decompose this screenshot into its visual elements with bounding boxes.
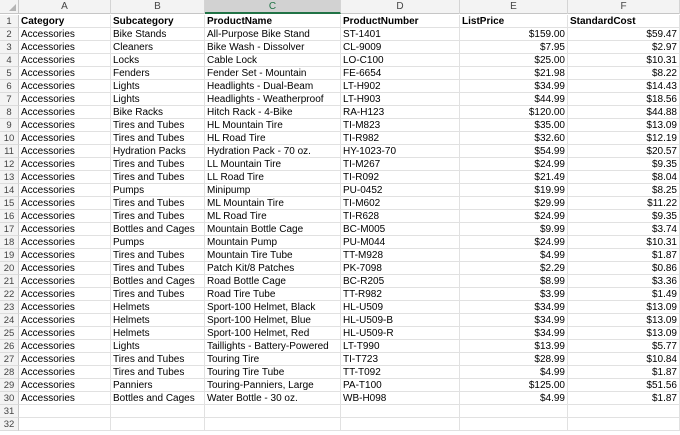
data-cell[interactable]: $125.00: [460, 379, 568, 392]
data-cell[interactable]: Lights: [111, 340, 205, 353]
column-header-c[interactable]: C: [205, 0, 341, 14]
column-header-a[interactable]: A: [19, 0, 111, 14]
data-cell[interactable]: $10.31: [568, 236, 680, 249]
row-header[interactable]: 26: [0, 340, 19, 353]
row-header[interactable]: 3: [0, 41, 19, 54]
column-title-cell[interactable]: ListPrice: [460, 15, 568, 28]
table-row: [19, 275, 680, 288]
row-header[interactable]: 6: [0, 80, 19, 93]
data-cell[interactable]: $13.09: [568, 314, 680, 327]
data-cell[interactable]: Fenders: [111, 67, 205, 80]
data-cell[interactable]: $8.22: [568, 67, 680, 80]
data-cell[interactable]: Accessories: [19, 327, 111, 340]
data-cell[interactable]: $7.95: [460, 41, 568, 54]
data-cell[interactable]: HL-U509: [341, 301, 460, 314]
data-cell[interactable]: Taillights - Battery-Powered: [205, 340, 341, 353]
row-header[interactable]: 7: [0, 93, 19, 106]
data-cell[interactable]: Lights: [111, 93, 205, 106]
data-cell[interactable]: Road Bottle Cage: [205, 275, 341, 288]
table-row: [19, 54, 680, 67]
data-cell[interactable]: [460, 418, 568, 431]
data-cell[interactable]: Tires and Tubes: [111, 353, 205, 366]
table-row: [19, 392, 680, 405]
data-cell[interactable]: LT-H903: [341, 93, 460, 106]
data-cell[interactable]: TT-R982: [341, 288, 460, 301]
row-header[interactable]: 13: [0, 171, 19, 184]
data-cell[interactable]: TI-T723: [341, 353, 460, 366]
data-cell[interactable]: Accessories: [19, 262, 111, 275]
data-cell[interactable]: Fender Set - Mountain: [205, 67, 341, 80]
table-row: [19, 353, 680, 366]
table-row: [19, 366, 680, 379]
data-cell[interactable]: $11.22: [568, 197, 680, 210]
data-cell[interactable]: Water Bottle - 30 oz.: [205, 392, 341, 405]
data-cell[interactable]: RA-H123: [341, 106, 460, 119]
table-row: [19, 405, 680, 418]
data-cell[interactable]: Accessories: [19, 275, 111, 288]
row-header[interactable]: 21: [0, 275, 19, 288]
row-header[interactable]: 30: [0, 392, 19, 405]
data-cell[interactable]: ML Road Tire: [205, 210, 341, 223]
row-header[interactable]: 12: [0, 158, 19, 171]
data-cell[interactable]: $1.49: [568, 288, 680, 301]
data-cell[interactable]: $1.87: [568, 392, 680, 405]
data-cell[interactable]: $44.99: [460, 93, 568, 106]
data-cell[interactable]: FE-6654: [341, 67, 460, 80]
row-header[interactable]: 16: [0, 210, 19, 223]
data-cell[interactable]: Hydration Packs: [111, 145, 205, 158]
data-cell[interactable]: Touring Tire: [205, 353, 341, 366]
data-cell[interactable]: Panniers: [111, 379, 205, 392]
data-cell[interactable]: HL Mountain Tire: [205, 119, 341, 132]
data-cell[interactable]: Patch Kit/8 Patches: [205, 262, 341, 275]
data-cell[interactable]: $8.99: [460, 275, 568, 288]
data-cell[interactable]: HL-U509-B: [341, 314, 460, 327]
data-cell[interactable]: $1.87: [568, 249, 680, 262]
select-all-triangle-icon: [9, 4, 16, 11]
table-row: [19, 80, 680, 93]
data-cell[interactable]: $4.99: [460, 392, 568, 405]
data-cell[interactable]: Tires and Tubes: [111, 262, 205, 275]
data-cell[interactable]: $13.99: [460, 340, 568, 353]
table-row: [19, 145, 680, 158]
row-header[interactable]: 4: [0, 54, 19, 67]
column-title-cell[interactable]: ProductNumber: [341, 15, 460, 28]
data-cell[interactable]: $24.99: [460, 236, 568, 249]
data-cell[interactable]: $12.19: [568, 132, 680, 145]
row-header[interactable]: 8: [0, 106, 19, 119]
data-cell[interactable]: TI-M602: [341, 197, 460, 210]
data-cell[interactable]: Tires and Tubes: [111, 210, 205, 223]
data-cell[interactable]: LL Mountain Tire: [205, 158, 341, 171]
data-cell[interactable]: $120.00: [460, 106, 568, 119]
data-cell[interactable]: $21.49: [460, 171, 568, 184]
table-row: [19, 379, 680, 392]
data-cell[interactable]: $25.00: [460, 54, 568, 67]
data-cell[interactable]: $44.88: [568, 106, 680, 119]
data-cell[interactable]: Bottles and Cages: [111, 223, 205, 236]
row-header[interactable]: 25: [0, 327, 19, 340]
row-header[interactable]: 20: [0, 262, 19, 275]
data-cell[interactable]: $51.56: [568, 379, 680, 392]
data-cell[interactable]: Hitch Rack - 4-Bike: [205, 106, 341, 119]
data-cell[interactable]: Accessories: [19, 301, 111, 314]
table-row: [19, 327, 680, 340]
row-header[interactable]: 23: [0, 301, 19, 314]
data-cell[interactable]: Accessories: [19, 41, 111, 54]
data-cell[interactable]: $18.56: [568, 93, 680, 106]
row-header[interactable]: 32: [0, 418, 19, 431]
table-row: [19, 41, 680, 54]
data-cell[interactable]: Helmets: [111, 327, 205, 340]
data-cell[interactable]: Tires and Tubes: [111, 171, 205, 184]
data-cell[interactable]: Sport-100 Helmet, Red: [205, 327, 341, 340]
data-cell[interactable]: Cable Lock: [205, 54, 341, 67]
data-cell[interactable]: ST-1401: [341, 28, 460, 41]
data-cell[interactable]: $34.99: [460, 327, 568, 340]
data-cell[interactable]: Helmets: [111, 314, 205, 327]
data-cell[interactable]: [460, 405, 568, 418]
data-cell[interactable]: Accessories: [19, 93, 111, 106]
data-cell[interactable]: Pumps: [111, 184, 205, 197]
data-cell[interactable]: $32.60: [460, 132, 568, 145]
data-cell[interactable]: TI-R092: [341, 171, 460, 184]
data-cell[interactable]: Accessories: [19, 54, 111, 67]
data-cell[interactable]: LT-T990: [341, 340, 460, 353]
data-cell[interactable]: [111, 405, 205, 418]
table-row: [19, 197, 680, 210]
data-cell[interactable]: $35.00: [460, 119, 568, 132]
data-cell[interactable]: $8.04: [568, 171, 680, 184]
data-cell[interactable]: Road Tire Tube: [205, 288, 341, 301]
row-header[interactable]: 18: [0, 236, 19, 249]
data-cell[interactable]: Pumps: [111, 236, 205, 249]
data-cell[interactable]: $4.99: [460, 366, 568, 379]
data-cell[interactable]: Accessories: [19, 366, 111, 379]
data-cell[interactable]: $54.99: [460, 145, 568, 158]
row-header[interactable]: 27: [0, 353, 19, 366]
data-cell[interactable]: Accessories: [19, 184, 111, 197]
table-row: [19, 288, 680, 301]
row-header[interactable]: 9: [0, 119, 19, 132]
data-cell[interactable]: Mountain Tire Tube: [205, 249, 341, 262]
data-cell[interactable]: Cleaners: [111, 41, 205, 54]
data-cell[interactable]: $2.29: [460, 262, 568, 275]
data-cell[interactable]: $29.99: [460, 197, 568, 210]
table-row: [19, 236, 680, 249]
data-cell[interactable]: Accessories: [19, 340, 111, 353]
row-header[interactable]: 15: [0, 197, 19, 210]
data-cell[interactable]: TI-R628: [341, 210, 460, 223]
table-row: [19, 119, 680, 132]
data-cell[interactable]: $0.86: [568, 262, 680, 275]
data-cell[interactable]: BC-M005: [341, 223, 460, 236]
data-cell[interactable]: $13.09: [568, 327, 680, 340]
data-cell[interactable]: Accessories: [19, 67, 111, 80]
header-row: [19, 15, 680, 28]
table-row: [19, 158, 680, 171]
row-header[interactable]: 2: [0, 28, 19, 41]
data-cell[interactable]: $59.47: [568, 28, 680, 41]
data-cell[interactable]: $10.31: [568, 54, 680, 67]
data-cell[interactable]: Minipump: [205, 184, 341, 197]
row-header[interactable]: 19: [0, 249, 19, 262]
data-cell[interactable]: $8.25: [568, 184, 680, 197]
table-row: [19, 93, 680, 106]
data-cell[interactable]: Accessories: [19, 314, 111, 327]
data-cell[interactable]: Accessories: [19, 158, 111, 171]
row-header[interactable]: 11: [0, 145, 19, 158]
data-cell[interactable]: Tires and Tubes: [111, 119, 205, 132]
data-cell[interactable]: Accessories: [19, 379, 111, 392]
data-cell[interactable]: $5.77: [568, 340, 680, 353]
table-row: [19, 28, 680, 41]
data-cell[interactable]: Lights: [111, 80, 205, 93]
data-cell[interactable]: CL-9009: [341, 41, 460, 54]
data-cell[interactable]: Tires and Tubes: [111, 288, 205, 301]
row-header[interactable]: 22: [0, 288, 19, 301]
data-cell[interactable]: WB-H098: [341, 392, 460, 405]
data-cell[interactable]: Touring-Panniers, Large: [205, 379, 341, 392]
data-cell[interactable]: $34.99: [460, 301, 568, 314]
data-cell[interactable]: Accessories: [19, 223, 111, 236]
data-cell[interactable]: Bottles and Cages: [111, 275, 205, 288]
data-cell[interactable]: Locks: [111, 54, 205, 67]
data-cell[interactable]: Accessories: [19, 145, 111, 158]
data-cell[interactable]: Headlights - Dual-Beam: [205, 80, 341, 93]
column-header-d[interactable]: D: [341, 0, 460, 14]
data-cell[interactable]: TI-M267: [341, 158, 460, 171]
row-header[interactable]: 31: [0, 405, 19, 418]
table-row: [19, 301, 680, 314]
data-cell[interactable]: Mountain Pump: [205, 236, 341, 249]
data-cell[interactable]: HL Road Tire: [205, 132, 341, 145]
data-cell[interactable]: Headlights - Weatherproof: [205, 93, 341, 106]
data-cell[interactable]: Hydration Pack - 70 oz.: [205, 145, 341, 158]
data-cell[interactable]: $24.99: [460, 210, 568, 223]
data-cell[interactable]: Accessories: [19, 197, 111, 210]
data-cell[interactable]: Bike Wash - Dissolver: [205, 41, 341, 54]
data-cell[interactable]: $3.36: [568, 275, 680, 288]
data-cell[interactable]: Accessories: [19, 80, 111, 93]
data-cell[interactable]: $34.99: [460, 80, 568, 93]
data-cell[interactable]: [568, 405, 680, 418]
data-cell[interactable]: $3.74: [568, 223, 680, 236]
data-cell[interactable]: $34.99: [460, 314, 568, 327]
table-row: [19, 418, 680, 431]
table-row: [19, 184, 680, 197]
select-all-corner[interactable]: [0, 0, 19, 14]
data-cell[interactable]: Accessories: [19, 106, 111, 119]
data-cell[interactable]: PU-0452: [341, 184, 460, 197]
data-cell[interactable]: Touring Tire Tube: [205, 366, 341, 379]
data-cell[interactable]: $2.97: [568, 41, 680, 54]
data-cell[interactable]: [19, 405, 111, 418]
data-cell[interactable]: HL-U509-R: [341, 327, 460, 340]
data-cell[interactable]: TI-M823: [341, 119, 460, 132]
data-cell[interactable]: $9.35: [568, 158, 680, 171]
data-cell[interactable]: TI-R982: [341, 132, 460, 145]
data-cell[interactable]: Accessories: [19, 28, 111, 41]
data-cell[interactable]: PU-M044: [341, 236, 460, 249]
data-cell[interactable]: Tires and Tubes: [111, 158, 205, 171]
data-cell[interactable]: $20.57: [568, 145, 680, 158]
data-cell[interactable]: TT-T092: [341, 366, 460, 379]
row-header[interactable]: 24: [0, 314, 19, 327]
row-header[interactable]: 1: [0, 15, 19, 28]
data-cell[interactable]: Accessories: [19, 132, 111, 145]
table-row: [19, 249, 680, 262]
data-cell[interactable]: $159.00: [460, 28, 568, 41]
table-row: [19, 67, 680, 80]
data-cell[interactable]: Tires and Tubes: [111, 249, 205, 262]
data-cell[interactable]: $1.87: [568, 366, 680, 379]
data-cell[interactable]: Tires and Tubes: [111, 366, 205, 379]
data-cell[interactable]: HY-1023-70: [341, 145, 460, 158]
data-cell[interactable]: [341, 418, 460, 431]
data-cell[interactable]: LL Road Tire: [205, 171, 341, 184]
data-cell[interactable]: $10.84: [568, 353, 680, 366]
row-header[interactable]: 28: [0, 366, 19, 379]
data-cell[interactable]: Accessories: [19, 392, 111, 405]
column-title-cell[interactable]: Subcategory: [111, 15, 205, 28]
data-cell[interactable]: All-Purpose Bike Stand: [205, 28, 341, 41]
data-cell[interactable]: LT-H902: [341, 80, 460, 93]
data-cell[interactable]: $14.43: [568, 80, 680, 93]
data-cell[interactable]: Accessories: [19, 171, 111, 184]
data-cell[interactable]: $24.99: [460, 158, 568, 171]
data-cell[interactable]: $13.09: [568, 301, 680, 314]
data-cell[interactable]: $19.99: [460, 184, 568, 197]
data-cell[interactable]: Accessories: [19, 119, 111, 132]
table-row: [19, 210, 680, 223]
row-header[interactable]: 5: [0, 67, 19, 80]
column-header-e[interactable]: E: [460, 0, 568, 14]
column-title-cell[interactable]: StandardCost: [568, 15, 680, 28]
row-header[interactable]: 14: [0, 184, 19, 197]
data-cell[interactable]: $4.99: [460, 249, 568, 262]
data-cell[interactable]: Bottles and Cages: [111, 392, 205, 405]
table-row: [19, 314, 680, 327]
table-row: [19, 262, 680, 275]
row-header[interactable]: 10: [0, 132, 19, 145]
data-cell[interactable]: [205, 405, 341, 418]
data-cell[interactable]: Accessories: [19, 249, 111, 262]
data-cell[interactable]: $3.99: [460, 288, 568, 301]
data-cell[interactable]: [19, 418, 111, 431]
data-cell[interactable]: [205, 418, 341, 431]
data-cell[interactable]: Mountain Bottle Cage: [205, 223, 341, 236]
data-cell[interactable]: $9.99: [460, 223, 568, 236]
data-cell[interactable]: TT-M928: [341, 249, 460, 262]
column-title-cell[interactable]: Category: [19, 15, 111, 28]
table-row: [19, 132, 680, 145]
data-cell[interactable]: Tires and Tubes: [111, 132, 205, 145]
data-cell[interactable]: $9.35: [568, 210, 680, 223]
data-cell[interactable]: [341, 405, 460, 418]
column-header-b[interactable]: B: [111, 0, 205, 14]
column-header-f[interactable]: F: [568, 0, 680, 14]
row-header[interactable]: 29: [0, 379, 19, 392]
table-row: [19, 223, 680, 236]
data-cell[interactable]: Tires and Tubes: [111, 197, 205, 210]
data-cell[interactable]: LO-C100: [341, 54, 460, 67]
data-cell[interactable]: Helmets: [111, 301, 205, 314]
data-cell[interactable]: $13.09: [568, 119, 680, 132]
data-cell[interactable]: Sport-100 Helmet, Blue: [205, 314, 341, 327]
data-cell[interactable]: $28.99: [460, 353, 568, 366]
table-row: [19, 171, 680, 184]
data-cell[interactable]: [111, 418, 205, 431]
row-header[interactable]: 17: [0, 223, 19, 236]
data-cell[interactable]: BC-R205: [341, 275, 460, 288]
data-cell[interactable]: PK-7098: [341, 262, 460, 275]
table-row: [19, 106, 680, 119]
data-cell[interactable]: [568, 418, 680, 431]
column-title-cell[interactable]: ProductName: [205, 15, 341, 28]
data-cell[interactable]: Accessories: [19, 236, 111, 249]
data-cell[interactable]: Bike Racks: [111, 106, 205, 119]
data-cell[interactable]: ML Mountain Tire: [205, 197, 341, 210]
data-cell[interactable]: Accessories: [19, 288, 111, 301]
data-cell[interactable]: Accessories: [19, 210, 111, 223]
data-cell[interactable]: $21.98: [460, 67, 568, 80]
data-cell[interactable]: Accessories: [19, 353, 111, 366]
data-cell[interactable]: Sport-100 Helmet, Black: [205, 301, 341, 314]
data-cell[interactable]: Bike Stands: [111, 28, 205, 41]
table-row: [19, 340, 680, 353]
data-cell[interactable]: PA-T100: [341, 379, 460, 392]
